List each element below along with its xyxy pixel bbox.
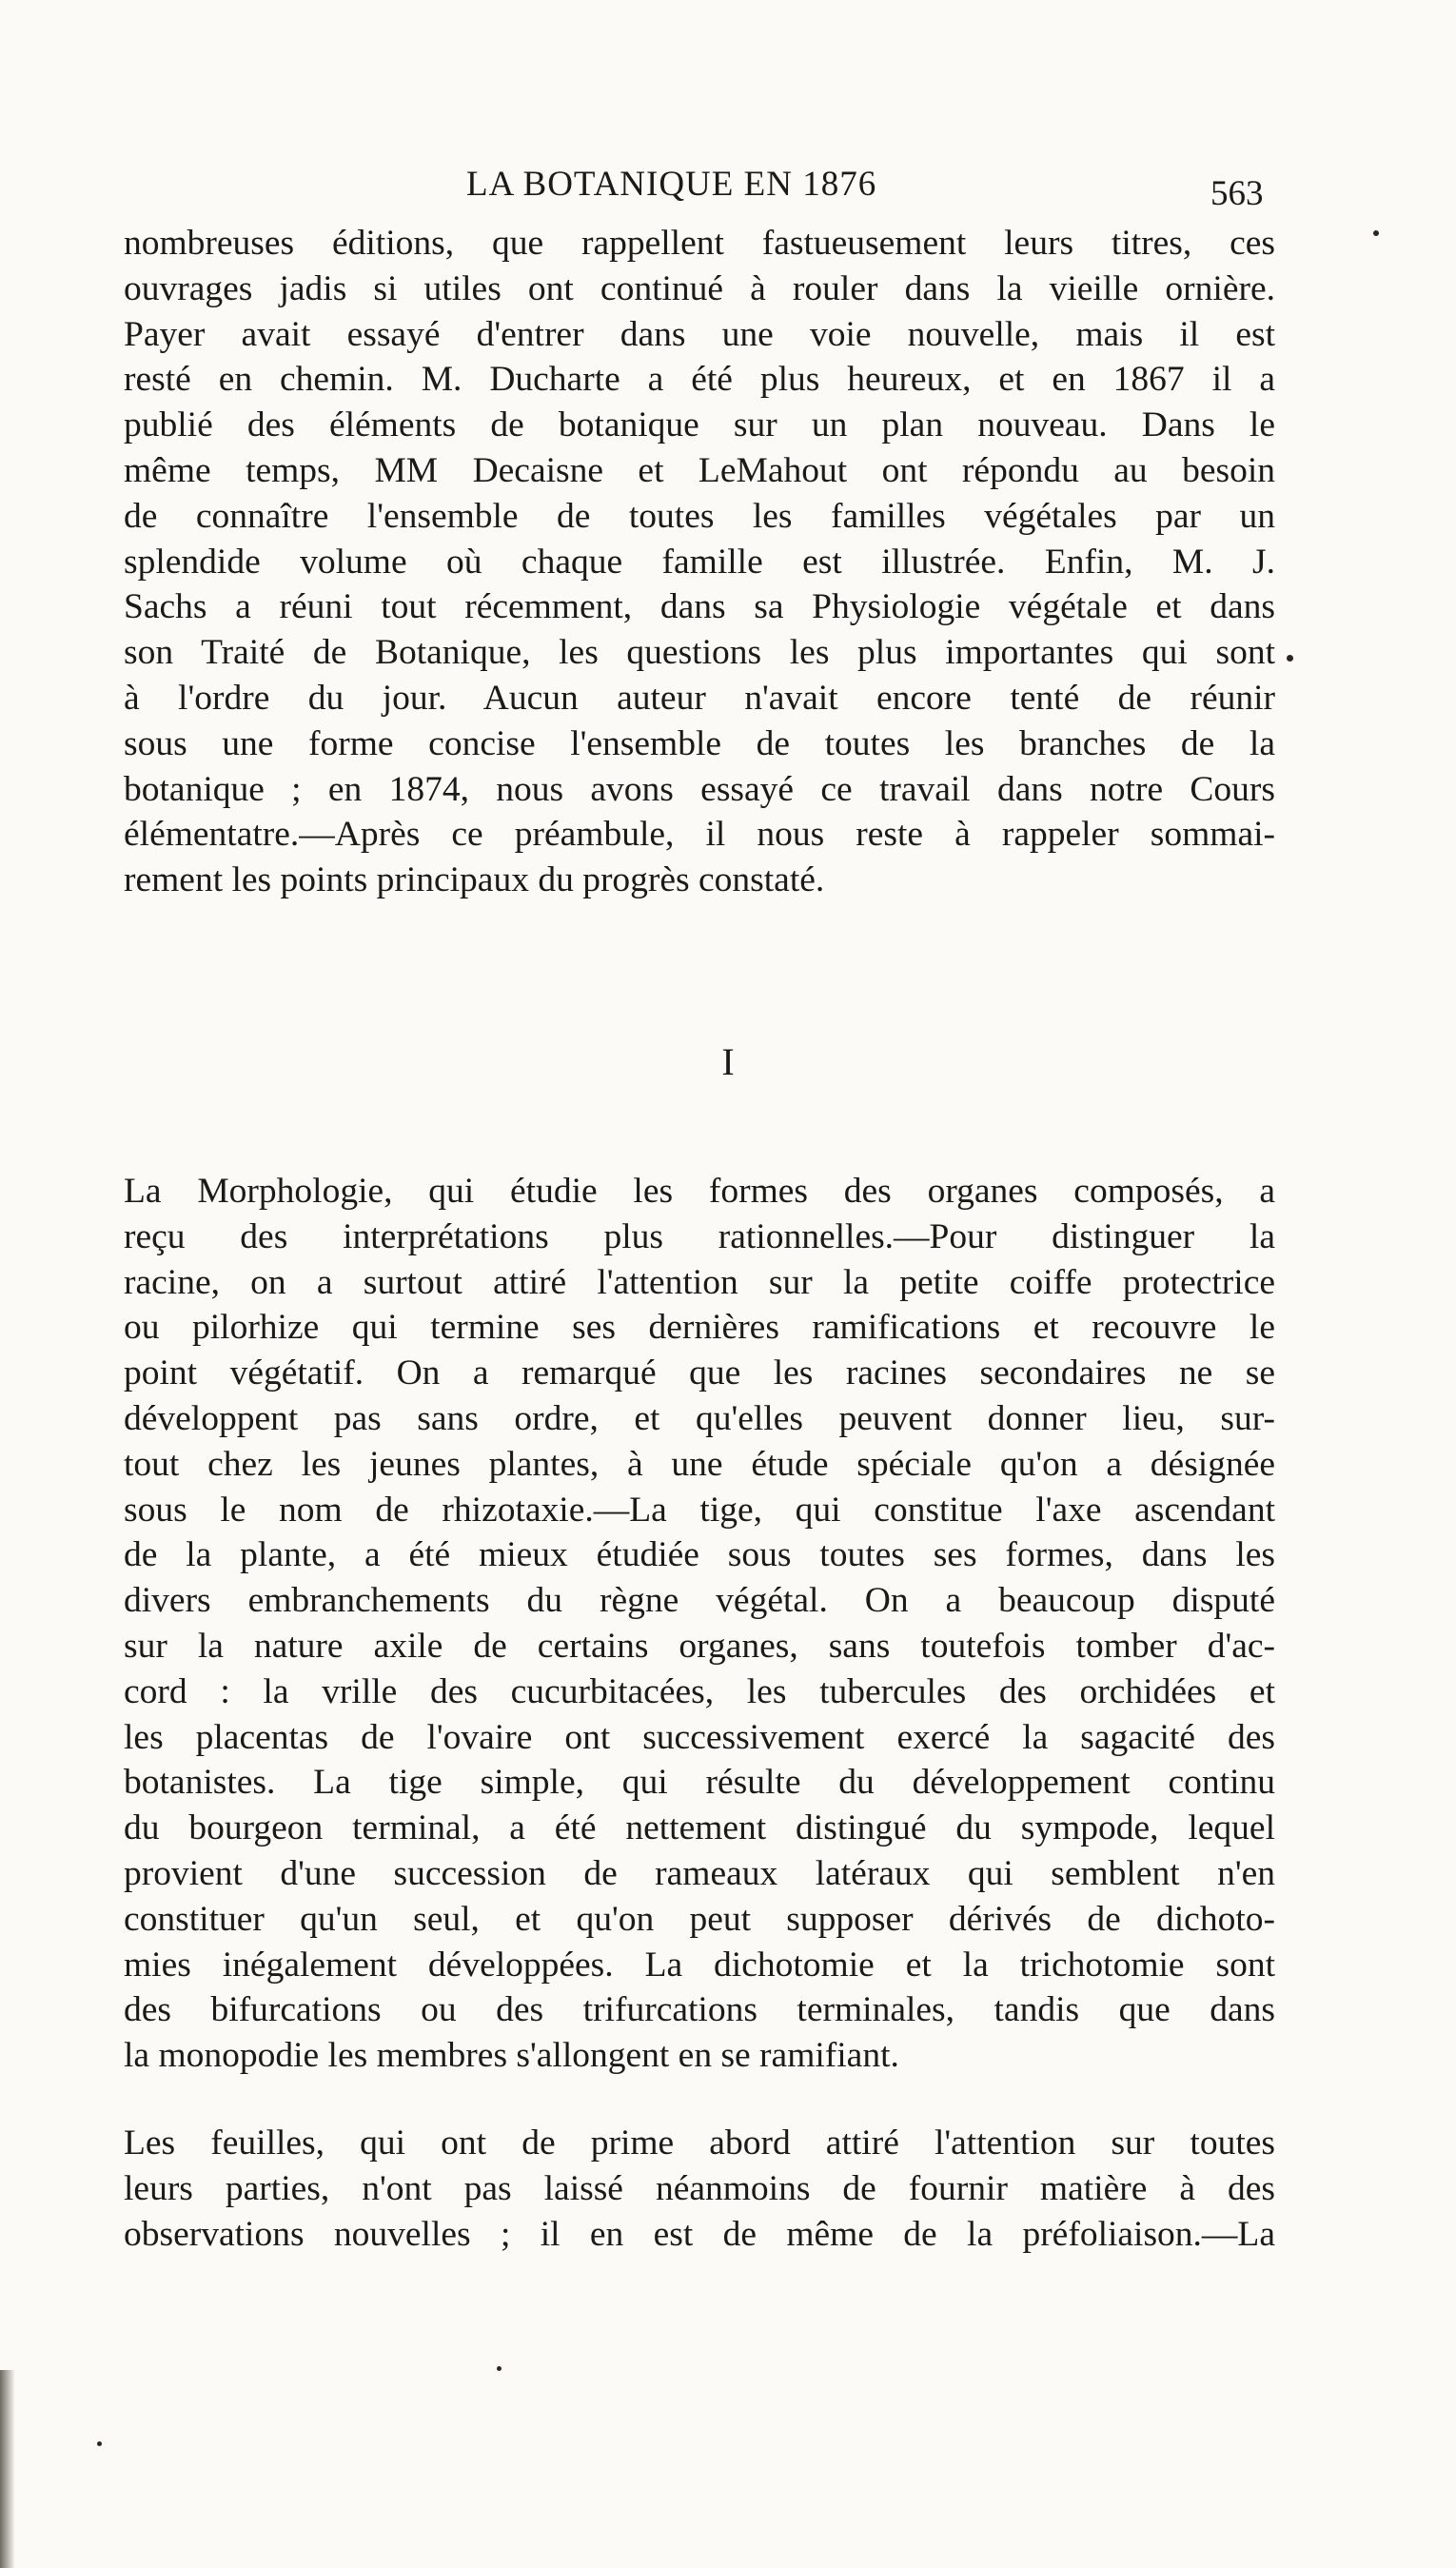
text-line: botanique ; en 1874, nous avons essayé ce travail dans notre Cours <box>124 769 1275 809</box>
text-line: de connaître l'ensemble de toutes les familles végétales par un <box>124 496 1275 536</box>
text-line: reçu des interprétations plus rationnelles.—Pour distinguer la <box>124 1216 1275 1256</box>
ink-speck <box>97 2441 102 2446</box>
text-line: développent pas sans ordre, et qu'elles peuvent donner lieu, sur- <box>124 1398 1275 1438</box>
section-heading: I <box>721 1040 735 1083</box>
text-line: resté en chemin. M. Ducharte a été plus heureux, et en 1867 il a <box>124 360 1275 400</box>
text-line: les placentas de l'ovaire ont successivement exercé la sagacité des <box>124 1717 1275 1757</box>
text-line: du bourgeon terminal, a été nettement distingué du sympode, lequel <box>124 1808 1275 1848</box>
text-line: leurs parties, n'ont pas laissé néanmoins de fournir matière à des <box>124 2168 1275 2208</box>
paragraph-morphologie <box>124 1169 1275 2079</box>
text-line: la monopodie les membres s'allongent en se ramifiant. <box>124 2036 899 2076</box>
text-line: élémentatre.—Après ce préambule, il nous reste à rappeler sommai- <box>124 815 1275 855</box>
text-line: mies inégalement développées. La dichotomie et la trichotomie sont <box>124 1945 1275 1985</box>
text-line: constituer qu'un seul, et qu'on peut supposer dérivés de dichoto- <box>124 1899 1275 1939</box>
text-line: sous une forme concise l'ensemble de toutes les branches de la <box>124 723 1275 763</box>
text-line: de la plante, a été mieux étudiée sous toutes ses formes, dans les <box>124 1535 1275 1575</box>
scan-edge-shadow <box>0 2370 15 2568</box>
page-number: 563 <box>1210 174 1264 213</box>
text-line: ouvrages jadis si utiles ont continué à rouler dans la vieille ornière. <box>124 268 1275 308</box>
text-line: Payer avait essayé d'entrer dans une voie nouvelle, mais il est <box>124 314 1275 354</box>
text-line: divers embranchements du règne végétal. On a beaucoup disputé <box>124 1581 1275 1621</box>
text-line: Sachs a réuni tout récemment, dans sa Physiologie végétale et dans <box>124 587 1275 627</box>
text-line: racine, on a surtout attiré l'attention sur la petite coiffe protectrice <box>124 1262 1275 1302</box>
text-line: sur la nature axile de certains organes, sans toutefois tomber d'ac- <box>124 1626 1275 1666</box>
text-line: Les feuilles, qui ont de prime abord attiré l'attention sur toutes <box>124 2124 1275 2163</box>
text-line: des bifurcations ou des trifurcations terminales, tandis que dans <box>124 1990 1275 2030</box>
text-line: publié des éléments de botanique sur un plan nouveau. Dans le <box>124 405 1275 445</box>
text-line: nombreuses éditions, que rappellent fastueusement leurs titres, ces <box>124 224 1275 263</box>
text-line: observations nouvelles ; il en est de même de la préfoliaison.—La <box>124 2214 1275 2254</box>
text-line: sous le nom de rhizotaxie.—La tige, qui constitue l'axe ascendant <box>124 1490 1275 1530</box>
text-line: splendide volume où chaque famille est illustrée. Enfin, M. J. <box>124 542 1275 582</box>
text-line: provient d'une succession de rameaux latéraux qui semblent n'en <box>124 1853 1275 1893</box>
paragraph-intro <box>124 221 1275 903</box>
text-line: ou pilorhize qui termine ses dernières ramifications et recouvre le <box>124 1308 1275 1348</box>
text-line: tout chez les jeunes plantes, à une étude spéciale qu'on a désignée <box>124 1444 1275 1484</box>
ink-speck <box>1373 230 1379 236</box>
ink-speck <box>1287 655 1293 662</box>
ink-speck <box>497 2366 502 2371</box>
paragraph-feuilles <box>124 2121 1275 2257</box>
text-line: point végétatif. On a remarqué que les racines secondaires ne se <box>124 1353 1275 1393</box>
text-line: son Traité de Botanique, les questions les plus importantes qui sont <box>124 633 1275 673</box>
text-line: rement les points principaux du progrès constaté. <box>124 860 825 900</box>
text-line: cord : la vrille des cucurbitacées, les tubercules des orchidées et <box>124 1671 1275 1711</box>
running-header: LA BOTANIQUE EN 1876 <box>466 165 877 204</box>
text-line: La Morphologie, qui étudie les formes des organes composés, a <box>124 1172 1275 1211</box>
text-line: même temps, MM Decaisne et LeMahout ont répondu au besoin <box>124 450 1275 490</box>
text-line: botanistes. La tige simple, qui résulte du développement continu <box>124 1763 1275 1803</box>
text-line: à l'ordre du jour. Aucun auteur n'avait encore tenté de réunir <box>124 678 1275 718</box>
